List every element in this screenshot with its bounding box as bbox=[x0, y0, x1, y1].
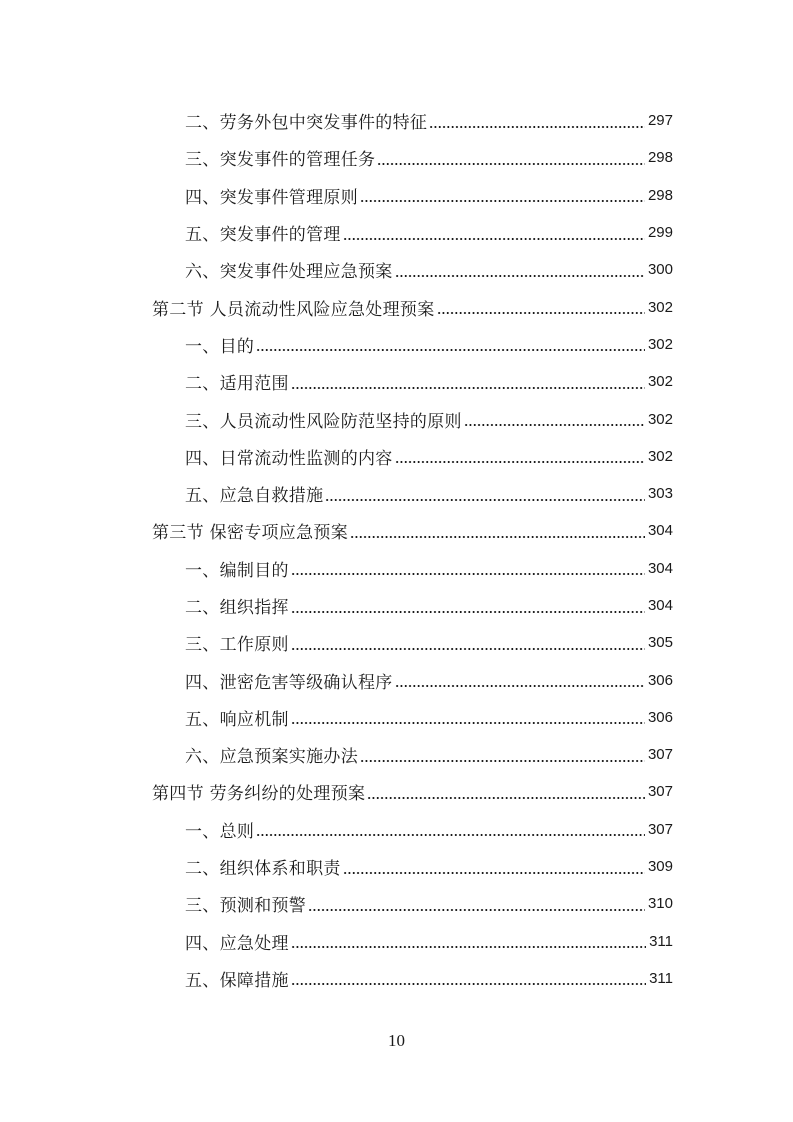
toc-entry-title: 四、日常流动性监测的内容 bbox=[185, 448, 393, 469]
toc-dot-leader bbox=[343, 871, 645, 875]
toc-entry-page-number: 307 bbox=[647, 746, 673, 764]
toc-entry-title: 二、组织体系和职责 bbox=[185, 859, 341, 880]
toc-subsection-entry[interactable] bbox=[0, 363, 793, 400]
table-of-contents bbox=[0, 102, 793, 997]
toc-dot-leader bbox=[395, 684, 645, 688]
toc-subsection-entry[interactable] bbox=[0, 438, 793, 475]
toc-entry-page-number: 302 bbox=[647, 298, 673, 316]
toc-subsection-entry[interactable] bbox=[0, 550, 793, 587]
toc-entry-page-number: 311 bbox=[649, 932, 673, 950]
toc-subsection-entry[interactable] bbox=[0, 102, 793, 139]
toc-subsection-entry[interactable] bbox=[0, 400, 793, 437]
toc-dot-leader bbox=[291, 982, 646, 986]
toc-dot-leader bbox=[256, 833, 645, 837]
toc-subsection-entry[interactable] bbox=[0, 811, 793, 848]
toc-dot-leader bbox=[377, 162, 645, 166]
toc-entry-page-number: 307 bbox=[647, 820, 673, 838]
toc-entry-page-number: 302 bbox=[647, 447, 673, 465]
toc-dot-leader bbox=[395, 460, 645, 464]
toc-dot-leader bbox=[291, 647, 645, 651]
toc-entry-title: 三、人员流动性风险防范坚持的原则 bbox=[185, 411, 462, 432]
toc-dot-leader bbox=[360, 199, 645, 203]
toc-subsection-entry[interactable] bbox=[0, 214, 793, 251]
toc-dot-leader bbox=[291, 610, 645, 614]
toc-entry-page-number: 306 bbox=[647, 708, 673, 726]
toc-section-entry[interactable] bbox=[0, 512, 793, 549]
toc-entry-page-number: 310 bbox=[647, 895, 673, 913]
toc-entry-page-number: 300 bbox=[647, 261, 673, 279]
toc-entry-title: 第三节 保密专项应急预案 bbox=[152, 523, 349, 544]
toc-entry-page-number: 311 bbox=[649, 969, 673, 987]
toc-subsection-entry[interactable] bbox=[0, 624, 793, 661]
toc-entry-page-number: 302 bbox=[647, 410, 673, 428]
toc-dot-leader bbox=[343, 237, 645, 241]
toc-entry-page-number: 304 bbox=[647, 522, 673, 540]
toc-dot-leader bbox=[291, 721, 645, 725]
toc-entry-title: 五、突发事件的管理 bbox=[185, 225, 341, 246]
toc-subsection-entry[interactable] bbox=[0, 885, 793, 922]
toc-subsection-entry[interactable] bbox=[0, 251, 793, 288]
toc-dot-leader bbox=[395, 274, 645, 278]
toc-entry-title: 第二节 人员流动性风险应急处理预案 bbox=[152, 299, 435, 320]
toc-entry-title: 五、响应机制 bbox=[185, 709, 289, 730]
toc-dot-leader bbox=[367, 796, 645, 800]
toc-entry-page-number: 299 bbox=[647, 224, 673, 242]
toc-entry-page-number: 307 bbox=[647, 783, 673, 801]
toc-dot-leader bbox=[429, 125, 645, 129]
toc-dot-leader bbox=[308, 908, 645, 912]
toc-entry-title: 一、目的 bbox=[185, 336, 255, 357]
toc-subsection-entry[interactable] bbox=[0, 848, 793, 885]
toc-entry-title: 四、泄密危害等级确认程序 bbox=[185, 672, 393, 693]
toc-section-entry[interactable] bbox=[0, 773, 793, 810]
toc-entry-title: 五、保障措施 bbox=[185, 970, 289, 991]
toc-entry-title: 四、突发事件管理原则 bbox=[185, 187, 358, 208]
toc-entry-page-number: 306 bbox=[647, 671, 673, 689]
toc-entry-page-number: 304 bbox=[647, 597, 673, 614]
toc-dot-leader bbox=[437, 311, 645, 315]
toc-subsection-entry[interactable] bbox=[0, 587, 793, 624]
toc-entry-page-number: 309 bbox=[647, 858, 673, 876]
toc-entry-title: 五、应急自救措施 bbox=[185, 486, 324, 507]
toc-entry-title: 二、适用范围 bbox=[185, 374, 289, 395]
toc-subsection-entry[interactable] bbox=[0, 326, 793, 363]
toc-dot-leader bbox=[291, 572, 645, 576]
toc-entry-page-number: 298 bbox=[647, 186, 673, 204]
toc-dot-leader bbox=[464, 423, 645, 427]
toc-subsection-entry[interactable] bbox=[0, 475, 793, 512]
page-number: 10 bbox=[388, 1031, 405, 1050]
toc-entry-title: 二、组织指挥 bbox=[185, 598, 289, 618]
toc-entry-page-number: 297 bbox=[647, 112, 673, 130]
toc-entry-page-number: 302 bbox=[647, 373, 673, 391]
toc-entry-title: 一、总则 bbox=[185, 821, 255, 842]
toc-entry-page-number: 303 bbox=[647, 485, 673, 503]
toc-entry-page-number: 304 bbox=[647, 559, 673, 577]
toc-entry-title: 一、编制目的 bbox=[185, 560, 289, 581]
toc-subsection-entry[interactable] bbox=[0, 661, 793, 698]
toc-entry-page-number: 298 bbox=[647, 149, 673, 167]
toc-dot-leader bbox=[291, 945, 646, 949]
toc-entry-title: 第四节 劳务纠纷的处理预案 bbox=[152, 784, 366, 805]
toc-dot-leader bbox=[360, 759, 645, 763]
toc-section-entry[interactable] bbox=[0, 288, 793, 325]
toc-dot-leader bbox=[350, 535, 645, 539]
toc-entry-title: 三、突发事件的管理任务 bbox=[185, 150, 376, 171]
toc-entry-title: 二、劳务外包中突发事件的特征 bbox=[185, 113, 428, 134]
toc-entry-title: 三、工作原则 bbox=[185, 635, 289, 656]
toc-subsection-entry[interactable] bbox=[0, 177, 793, 214]
toc-subsection-entry[interactable] bbox=[0, 960, 793, 997]
toc-dot-leader bbox=[256, 348, 645, 352]
toc-entry-title: 六、应急预案实施办法 bbox=[185, 747, 358, 768]
toc-dot-leader bbox=[291, 386, 645, 390]
toc-subsection-entry[interactable] bbox=[0, 139, 793, 176]
toc-subsection-entry[interactable] bbox=[0, 923, 793, 960]
toc-entry-title: 六、突发事件处理应急预案 bbox=[185, 262, 393, 283]
toc-subsection-entry[interactable] bbox=[0, 736, 793, 773]
toc-entry-page-number: 302 bbox=[647, 335, 673, 353]
toc-entry-title: 四、应急处理 bbox=[185, 933, 289, 954]
toc-entry-page-number: 305 bbox=[647, 634, 673, 652]
toc-entry-title: 三、预测和预警 bbox=[185, 896, 307, 917]
toc-subsection-entry[interactable] bbox=[0, 699, 793, 736]
toc-dot-leader bbox=[325, 498, 645, 502]
